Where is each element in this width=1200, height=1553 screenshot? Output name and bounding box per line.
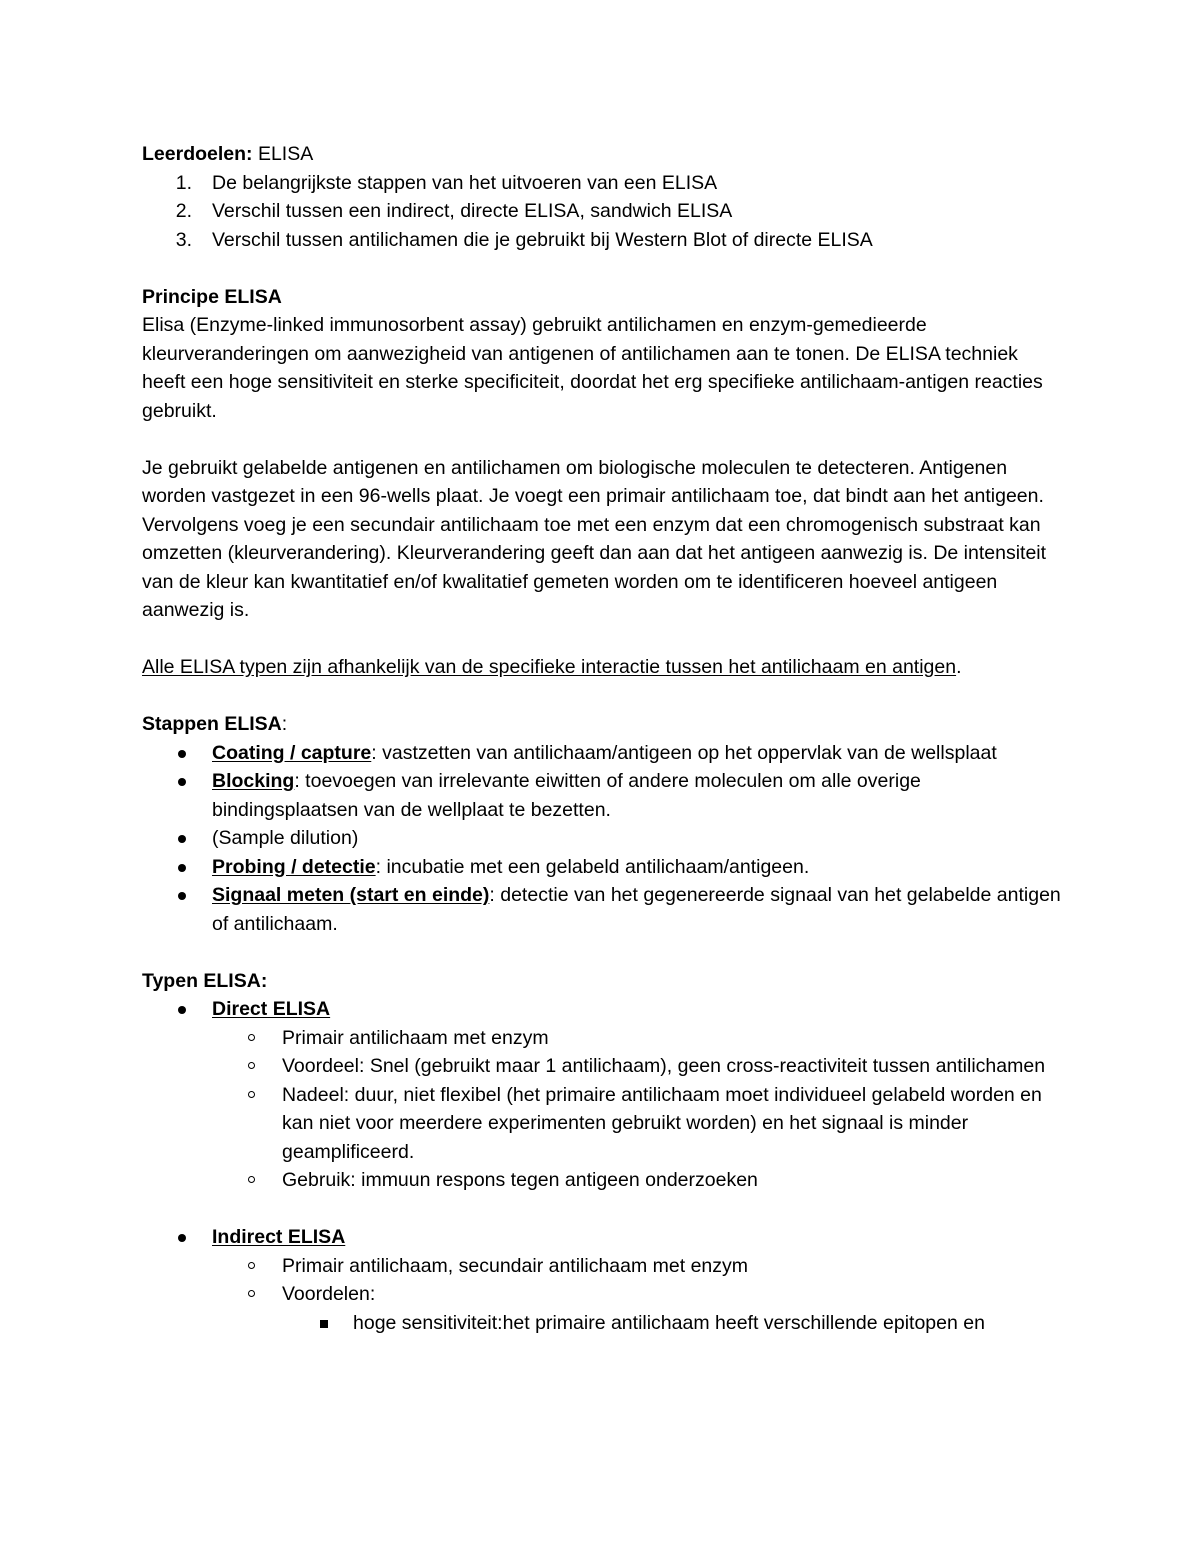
bullet-circle-icon [248, 1290, 255, 1297]
list-item: Voordelen: [142, 1280, 1062, 1309]
bullet-circle-icon [248, 1062, 255, 1069]
list-item: Nadeel: duur, niet flexibel (het primaire antilichaam moet individueel gelabeld worden en kan niet voor meerdere experimenten gebruikt worden) en het signaal is minder geamplificeerd. [142, 1081, 1062, 1167]
stappen-text: (Sample dilution) [212, 827, 359, 849]
stappen-item [142, 881, 1062, 938]
principe-underlined-statement: Alle ELISA typen zijn afhankelijk van de specifieke interactie tussen het antilichaam en antigen. [142, 656, 962, 678]
bullet-circle-icon [248, 1034, 255, 1041]
principe-paragraph-2: Je gebruikt gelabelde antigenen en antilichamen om biologische moleculen te detecteren. Antigenen worden vastgezet in een 96-wells plaat. Je voegt een primair antilichaam toe, dat bindt aan het antigeen. Vervolgens voeg je een secundair antilichaam toe met een enzym dat een chromogenisch substraat kan omzetten (kleurverandering). Kleurverandering geeft dan aan dat het antigeen aanwezig is. De intensiteit van de kleur kan kwantitatief en/of kwalitatief gemeten worden om te identificeren hoeveel antigeen aanwezig is. [142, 456, 1047, 621]
bullet-square-icon [320, 1320, 328, 1328]
stappen-item [142, 739, 1062, 768]
list-number: 3. [175, 228, 192, 251]
bullet-circle-icon [248, 1262, 255, 1269]
list-number: 1. [175, 171, 192, 194]
leerdoelen-line [142, 140, 1062, 169]
bullet-disc-icon [178, 1006, 186, 1014]
leerdoel-item [142, 197, 1062, 226]
stappen-term: Probing / detectie [212, 855, 376, 878]
principe-heading: Principe ELISA [142, 285, 282, 308]
leerdoel-text: De belangrijkste stappen van het uitvoeren van een ELISA [212, 171, 718, 194]
list-number: 2. [175, 200, 192, 222]
stappen-text: : vastzetten van antilichaam/antigeen op het oppervlak van de wellsplaat [371, 741, 997, 764]
leerdoelen-label: Leerdoelen: [142, 143, 253, 165]
bullet-circle-icon [248, 1091, 255, 1098]
leerdoel-item [142, 226, 1062, 255]
bullet-disc-icon [178, 835, 186, 843]
stappen-heading: Stappen ELISA: [142, 713, 288, 735]
bullet-circle-icon [248, 1176, 255, 1183]
stappen-text: : toevoegen van irrelevante eiwitten of andere moleculen om alle overige bindingsplaatsen van de wellplaat te bezetten. [212, 770, 921, 821]
principe-paragraph-1: Elisa (Enzyme-linked immunosorbent assay) gebruikt antilichamen en enzym-gemedieerde kleurveranderingen om aanwezigheid van antigenen of antilichamen aan te tonen. De ELISA techniek heeft een hoge sensitiviteit en sterke specificiteit, doordat het erg specifieke antilichaam-antigen reacties gebruikt. [142, 314, 1043, 422]
stappen-text: : detectie van het gegenereerde signaal van het gelabelde antigen of antilichaam. [212, 884, 1061, 935]
leerdoel-item [142, 169, 1062, 198]
list-item: Gebruik: immuun respons tegen antigeen onderzoeken [142, 1166, 1062, 1195]
list-item: Primair antilichaam, secundair antilichaam met enzym [142, 1252, 1062, 1281]
typen-title: Indirect ELISA [212, 1226, 346, 1248]
typen-title: Direct ELISA [212, 998, 331, 1020]
stappen-item [142, 767, 1062, 824]
typen-item-direct [142, 995, 1062, 1024]
leerdoel-text: Verschil tussen antilichamen die je gebruikt bij Western Blot of directe ELISA [212, 228, 873, 251]
leerdoel-text: Verschil tussen een indirect, directe ELISA, sandwich ELISA [212, 200, 733, 222]
bullet-disc-icon [178, 864, 186, 872]
bullet-disc-icon [178, 892, 186, 900]
stappen-item [142, 824, 1062, 853]
document-page [142, 140, 1062, 1337]
bullet-disc-icon [178, 1234, 186, 1242]
list-item: Primair antilichaam met enzym [142, 1024, 1062, 1053]
stappen-text: : incubatie met een gelabeld antilichaam/antigeen. [375, 855, 810, 878]
list-item: hoge sensitiviteit:het primaire antilichaam heeft verschillende epitopen en [142, 1309, 1062, 1338]
stappen-term: Coating / capture [212, 741, 372, 764]
stappen-term: Signaal meten (start en einde) [212, 884, 490, 906]
bullet-disc-icon [178, 778, 186, 786]
stappen-item [142, 853, 1062, 882]
typen-item-indirect [142, 1223, 1062, 1252]
stappen-term: Blocking [212, 770, 295, 792]
list-item: Voordeel: Snel (gebruikt maar 1 antilichaam), geen cross-reactiviteit tussen antilichamen [142, 1052, 1062, 1081]
typen-heading: Typen ELISA: [142, 969, 268, 992]
bullet-disc-icon [178, 750, 186, 758]
leerdoelen-topic: ELISA [252, 143, 314, 165]
